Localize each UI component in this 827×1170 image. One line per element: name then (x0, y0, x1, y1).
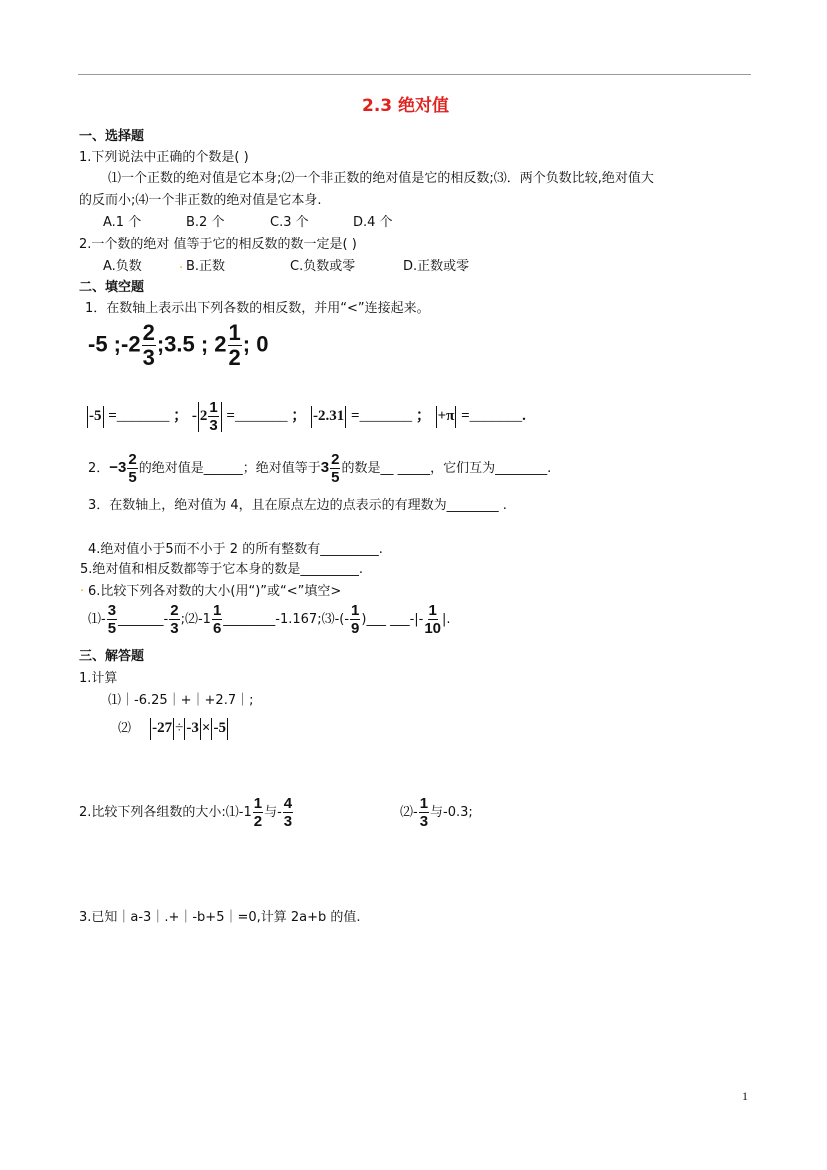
fraction-two-thirds (142, 322, 156, 369)
fraction-three-fifths (107, 603, 117, 636)
fraction-two-thirds (169, 603, 179, 636)
header-rule (78, 74, 751, 75)
page-number: 1 (742, 1089, 748, 1103)
numerator: 1 (428, 602, 437, 619)
denominator: 9 (351, 620, 360, 637)
fraction-one-half (228, 322, 242, 369)
denominator: 3 (419, 813, 429, 830)
equals-sign: = (226, 407, 235, 424)
abs-expr-2-sign: - (191, 407, 197, 424)
option-d: D.正数或零 (403, 259, 470, 274)
solve-expression (149, 720, 229, 736)
fraction-one-ninth (350, 603, 360, 636)
denominator: 5 (107, 620, 117, 637)
abs-bar (87, 406, 88, 428)
question-1-statements-line1: ⑴一个正数的绝对值是它本身;⑵一个非正数的绝对值是它的相反数;⑶．两个负数比较,绝对值大 (108, 171, 654, 186)
solve-question-1: 1.计算 (79, 671, 118, 686)
denominator: 2 (253, 813, 263, 830)
number-list (88, 322, 268, 369)
period: . (522, 407, 526, 424)
fraction-one-tenth (424, 603, 441, 636)
separator: ； (173, 407, 189, 424)
section-heading-solve: 三、解答题 (79, 649, 145, 664)
numerator: 2 (170, 602, 179, 619)
denominator: 6 (212, 620, 222, 637)
option-a: A.负数 (103, 259, 142, 274)
fraction-two-fifths (127, 452, 137, 485)
denominator: 5 (128, 469, 137, 486)
stray-dot: . (80, 580, 85, 595)
abs-expr-4: +π (437, 407, 455, 424)
abs-bar (436, 406, 437, 428)
absolute-value-line (86, 400, 526, 433)
abs-expr-3: -2.31 (313, 407, 345, 424)
compare-part-1: ⑴- (88, 612, 106, 627)
times-sign: × (201, 720, 211, 736)
q2-text-1: 的绝对值是______；绝对值等于 (138, 461, 321, 476)
denominator: 2 (228, 345, 241, 370)
option-c: C.3 个 (270, 215, 309, 230)
denominator: 3 (170, 620, 179, 637)
option-b: B.正数 (186, 259, 226, 274)
question-1-stem: 1.下列说法中正确的个数是( ) (79, 150, 249, 165)
q2-number: 2． (88, 461, 110, 476)
equals-sign: = (108, 407, 117, 424)
section-heading-choice: 一、选择题 (79, 129, 145, 144)
abs-bar (150, 718, 151, 740)
q2-text-2: 的数是__ _____，它们互为________. (341, 461, 552, 476)
answer-blank: _______ (469, 407, 523, 424)
numerator: 1 (212, 602, 222, 619)
solve-question-3: 3.已知｜a-3｜.+｜-b+5｜=0,计算 2a+b 的值. (79, 910, 361, 925)
q2-part2-text: ⑵- (400, 805, 418, 820)
fraction-two-fifths-2 (330, 452, 340, 485)
abs-bar (103, 406, 104, 428)
answer-blank: _______ (359, 407, 413, 424)
question-1-statements-line2: 的反而小;⑷一个非正数的绝对值是它本身. (79, 193, 322, 208)
abs-bar (173, 718, 174, 740)
equals-sign: = (461, 407, 470, 424)
page-title: 2.3 绝对值 (362, 96, 450, 116)
denominator: 5 (331, 469, 340, 486)
denominator: 3 (209, 417, 218, 434)
section-heading-fill: 二、填空题 (79, 280, 145, 295)
abs-bar (455, 406, 456, 428)
denominator: 3 (283, 813, 293, 830)
fraction-one-half (253, 796, 263, 829)
abs-expr-2-int: 2 (199, 407, 208, 424)
option-c: C.负数或零 (290, 259, 356, 274)
q2-text-1: 2.比较下列各组数的大小:⑴-1 (79, 805, 252, 820)
solve-question-1-part-1: ⑴｜-6.25｜+｜+2.7｜; (108, 693, 254, 708)
separator: ； (291, 407, 307, 424)
option-d: D.4 个 (353, 215, 393, 230)
numerator: 1 (209, 399, 218, 416)
abs-bar (345, 406, 346, 428)
fill-question-6: 6.比较下列各对数的大小(用“)”或“<”填空> (88, 584, 342, 599)
abs-bar (198, 402, 199, 432)
numerator: 1 (419, 795, 429, 812)
abs-value-c: -5 (213, 720, 226, 736)
compare-line (88, 603, 451, 636)
divide-sign: ÷ (175, 720, 184, 736)
compare-end: |. (442, 612, 451, 627)
abs-bar (200, 718, 201, 740)
number-list-part-c: ; 0 (242, 331, 269, 357)
part-label: ⑵ (118, 721, 132, 736)
numerator: 2 (128, 451, 137, 468)
denominator: 10 (424, 620, 442, 637)
solve-question-1-part-2 (118, 717, 229, 740)
question-2-stem: 2.一个数的绝对 值等于它的相反数的数一定是( ) (79, 237, 357, 252)
fill-question-5: 5.绝对值和相反数都等于它本身的数是_________. (80, 562, 364, 577)
fill-question-1-stem: 1．在数轴上表示出下列各数的相反数，并用“<”连接起来。 (85, 301, 430, 316)
fraction-one-third (208, 400, 218, 433)
compare-blank-2: ________-1.167;⑶-(- (223, 612, 350, 627)
abs-value-b: -3 (186, 720, 199, 736)
denominator: 3 (142, 345, 155, 370)
fraction-one-third (419, 796, 429, 829)
numerator: 2 (142, 320, 155, 345)
numerator: 1 (253, 795, 263, 812)
fill-question-4: 4.绝对值小于5而不小于 2 的所有整数有_________. (88, 542, 383, 557)
abs-expr-1: -5 (89, 407, 102, 424)
compare-part-2: ;⑵-1 (180, 612, 211, 627)
compare-blank-1: _______- (118, 612, 169, 627)
numerator: 4 (283, 795, 293, 812)
fraction-four-thirds (283, 796, 293, 829)
q2-mixed-int: −3 (109, 459, 127, 476)
solve-question-2 (79, 796, 294, 829)
number-list-part-a: -5 ;-2 (88, 331, 141, 357)
solve-question-2-part-2 (400, 796, 473, 829)
abs-value-a: -27 (152, 720, 173, 736)
q2-mixed-int-2: 3 (320, 459, 330, 476)
answer-blank: _______ (116, 407, 170, 424)
stray-dot: . (179, 257, 184, 272)
numerator: 1 (351, 602, 360, 619)
abs-bar (311, 406, 312, 428)
numerator: 1 (228, 320, 241, 345)
numerator: 2 (331, 451, 340, 468)
answer-blank: _______ (234, 407, 288, 424)
fill-question-2 (88, 452, 551, 485)
option-a: A.1 个 (103, 215, 142, 230)
abs-bar (221, 402, 222, 432)
fill-question-3: 3．在数轴上，绝对值为 4，且在原点左边的点表示的有理数为________ . (88, 498, 507, 513)
separator: ； (415, 407, 431, 424)
option-b: B.2 个 (186, 215, 225, 230)
fraction-one-sixth (212, 603, 222, 636)
q2-part2-end: 与-0.3; (430, 805, 473, 820)
abs-bar (227, 718, 228, 740)
equals-sign: = (351, 407, 360, 424)
number-list-part-b: ;3.5 ; 2 (156, 331, 227, 357)
compare-blank-3: )___ ___-|- (361, 612, 424, 627)
q2-text-2: 与- (264, 805, 282, 820)
numerator: 3 (107, 602, 117, 619)
